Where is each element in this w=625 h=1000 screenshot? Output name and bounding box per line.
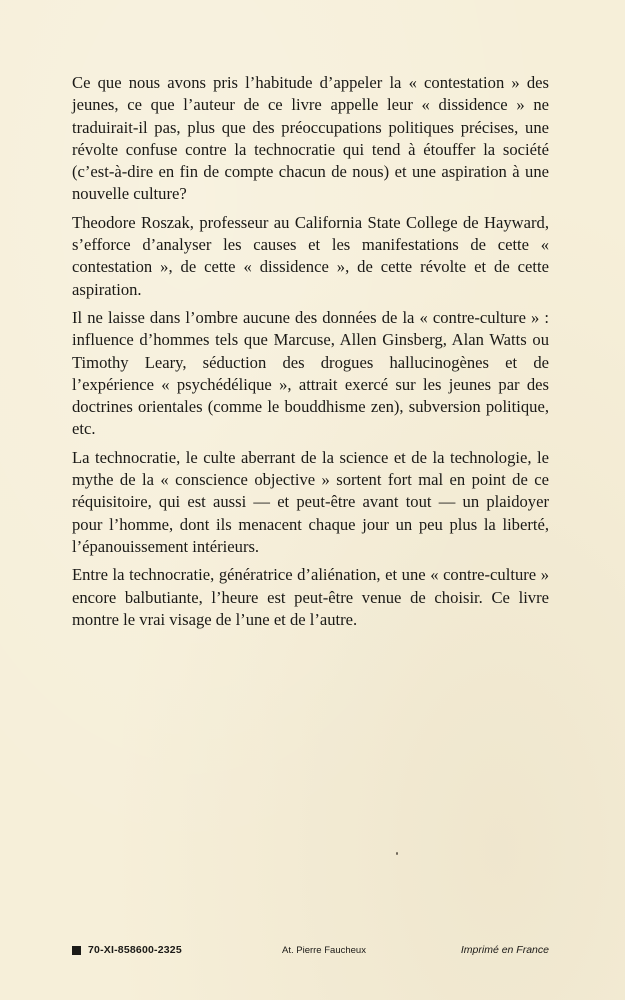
blurb-paragraph-2: Theodore Roszak, professeur au California State College de Hayward, s’efforce d’analyser les causes et les manifestations de cette « contestation », de cette « dissidence », de cette révolte et de cette aspiration. [72,212,549,299]
imprint-line: Imprimé en France [460,944,549,956]
blurb-paragraph-1: Ce que nous avons pris l’habitude d’appeler la « contestation » des jeunes, ce que l’auteur de ce livre appelle leur « dissidence » ne traduirait-il pas, plus que des préoccupations politiques précises, une révolte confuse contre la technocratie qui tend à étouffer la société (c’est-à-dire en fin de compte chacun de nous) et une aspiration à une nouvelle culture? [72,73,549,204]
paper-speck [396,852,398,855]
blurb-paragraph-3: Il ne laisse dans l’ombre aucune des données de la « contre-culture » : influence d’hommes tels que Marcuse, Allen Ginsberg, Alan Watts ou Timothy Leary, séduction des drogues hallucinogènes et de l’expérience « psychédélique », attrait exercé sur les jeunes par des doctrines orientales (comme le bouddhisme zen), subversion politique, etc. [72,307,549,439]
blurb-text [72,72,549,631]
footer [72,944,549,960]
isbn-block [72,944,182,956]
blurb-paragraph-5: Entre la technocratie, génératrice d’aliénation, et une « contre-culture » encore balbutiante, l’heure est peut-être venue de choisir. Ce livre montre le vrai visage de l’une et de l’autre. [72,565,549,629]
black-square-icon [72,946,81,955]
designer-credit: At. Pierre Faucheux [282,945,366,956]
isbn-code: 70-XI-858600-2325 [88,944,182,956]
blurb-paragraph-4: La technocratie, le culte aberrant de la science et de la technologie, le mythe de la « conscience objective » sortent fort mal en point de ce réquisitoire, qui est aussi — et peut-être avant tout — un plaidoyer pour l’homme, dont ils menacent chaque jour un peu plus la liberté, l’épanouissement intérieurs. [72,447,549,556]
